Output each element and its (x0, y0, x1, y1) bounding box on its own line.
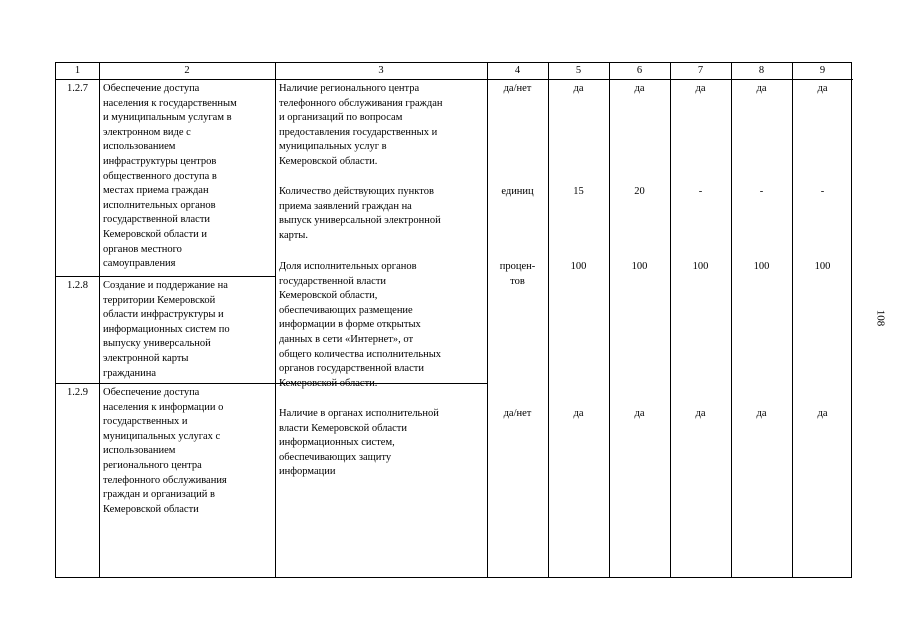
value-cell: 15 (573, 186, 584, 197)
col-divider (487, 63, 488, 577)
value-cell: да (634, 408, 645, 419)
value-cell: да (756, 408, 767, 419)
measure-text: Обеспечение доступа населения к информации о государственных и муниципальных услугах с использованием регионального центра телефонного обслуживания граждан и организаций в Кемеровской области (103, 387, 227, 515)
col-divider (99, 63, 100, 577)
value-cell: да (695, 408, 706, 419)
value-cell: да (634, 83, 645, 94)
value-cell: 100 (570, 261, 587, 272)
value-cell: - (820, 186, 825, 197)
value-cell: 20 (634, 186, 645, 197)
row-number: 1.2.7 (67, 83, 88, 94)
value-cell: да (573, 83, 584, 94)
value-cell: - (698, 186, 703, 197)
unit-cell: да/нет (503, 408, 532, 419)
measure-text: Создание и поддержание на территории Кемеровской области инфраструктуры и информационных систем по выпуску универсальной электронной карты гражданина (103, 280, 230, 379)
value-cell: - (759, 186, 764, 197)
value-cell: 100 (814, 261, 831, 272)
value-cell: да (817, 408, 828, 419)
col-divider (792, 63, 793, 577)
header-cell: 3 (378, 65, 384, 76)
measure-text: Обеспечение доступа населения к государственным и муниципальным услугам в электронном виде с использованием инфраструктуры центров общественного доступа в местах приема граждан исполнительных органов государственной власти Кемеровской области и органов местного самоуправления (103, 83, 237, 270)
unit-cell: процен- тов (499, 261, 536, 287)
indicator-text: Наличие в органах исполнительной власти Кемеровской области информационных систем, обеспечивающих защиту информации (279, 408, 439, 478)
page-number: 108 (874, 309, 887, 327)
value-cell: да (756, 83, 767, 94)
indicator-text: Наличие регионального центра телефонного обслуживания граждан и организаций по вопросам предоставления государственных и муниципальных услуг в Кемеровской области. (279, 83, 443, 167)
value-cell: 100 (692, 261, 709, 272)
header-cell: 8 (758, 65, 765, 76)
indicator-text: Количество действующих пунктов приема заявлений граждан на выпуск универсальной электронной карты. (279, 186, 441, 241)
header-cell: 6 (636, 65, 643, 76)
col-divider (731, 63, 732, 577)
value-cell: да (695, 83, 706, 94)
value-cell: 100 (753, 261, 770, 272)
header-cell: 7 (697, 65, 704, 76)
col-divider (609, 63, 610, 577)
row-divider (56, 276, 275, 277)
indicator-text: Доля исполнительных органов государственной власти Кемеровской области, обеспечивающих размещение информации в форме открытых данных в сети «Интернет», от общего количества исполнительных органов государственной власти Кемеровской области. (279, 261, 442, 389)
row-number: 1.2.8 (67, 280, 88, 291)
header-cell: 5 (575, 65, 582, 76)
data-table (55, 62, 852, 578)
header-cell: 1 (74, 65, 81, 76)
row-number: 1.2.9 (67, 387, 88, 398)
unit-cell: да/нет (503, 83, 532, 94)
value-cell: да (573, 408, 584, 419)
col-divider (548, 63, 549, 577)
header-cell: 2 (184, 65, 190, 76)
header-cell: 9 (819, 65, 826, 76)
col-divider (275, 63, 276, 577)
unit-cell: единиц (501, 186, 534, 197)
header-cell: 4 (514, 65, 521, 76)
value-cell: да (817, 83, 828, 94)
header-divider (56, 79, 853, 80)
value-cell: 100 (631, 261, 648, 272)
col-divider (670, 63, 671, 577)
